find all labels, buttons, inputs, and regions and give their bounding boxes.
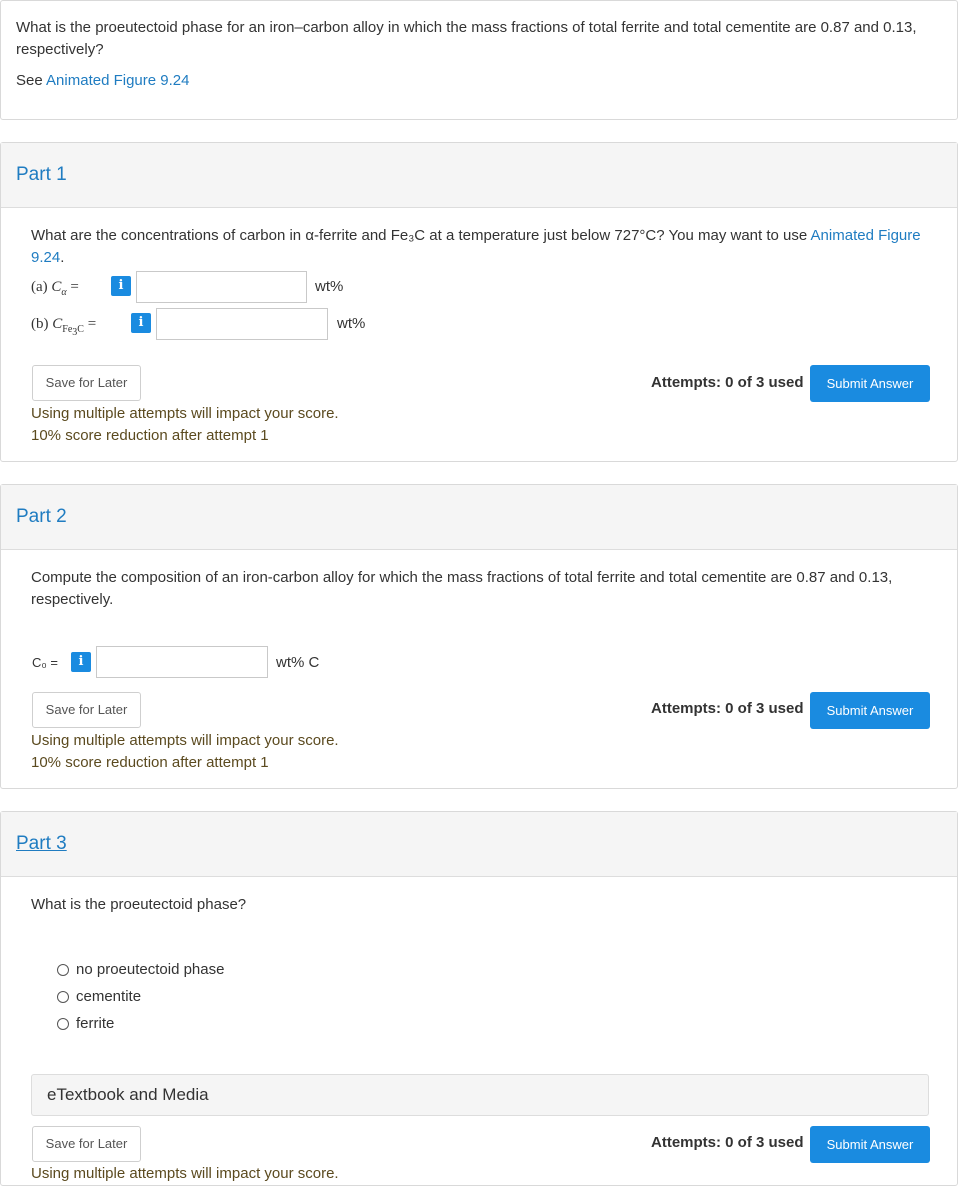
part1-warning-1: Using multiple attempts will impact your score. [31,405,339,422]
ca-unit: wt% [315,278,344,295]
part2-warning-2: 10% score reduction after attempt 1 [31,754,269,771]
part1-submit-button[interactable]: Submit Answer [810,365,930,402]
ca-label-prefix: (a) [31,279,48,295]
part2-card [0,484,958,789]
cfe3c-label: (b) $C_{Fe_3C}$ = [31,316,97,338]
option-cementite[interactable] [57,987,141,1007]
part3-title[interactable]: Part 3 [16,833,67,854]
c0-unit: wt% C [276,654,320,671]
part2-title[interactable]: Part 2 [16,506,67,527]
intro-card [0,0,958,120]
cfe3c-info-icon[interactable]: i [131,313,151,333]
option-label: no proeutectoid phase [76,961,225,978]
part1-header [1,143,957,208]
part1-question-text: What are the concentrations of carbon in α-ferrite and Fe₃C at a temperature just below 727°C? You may want to use [31,227,808,244]
ca-input[interactable] [136,271,307,303]
part1-save-button[interactable]: Save for Later [32,365,141,401]
part2-warning-1: Using multiple attempts will impact your score. [31,732,339,749]
cfe3c-unit: wt% [337,315,366,332]
part1-warning-2: 10% score reduction after attempt 1 [31,427,269,444]
option-label: cementite [76,988,142,1005]
option-ferrite[interactable] [57,1014,114,1034]
part3-submit-button[interactable]: Submit Answer [810,1126,930,1163]
animated-figure-link[interactable]: Animated Figure 9.24 [46,72,190,89]
part3-header [1,812,957,877]
option-no-proeutectoid[interactable] [57,960,224,980]
c0-input[interactable] [96,646,268,678]
radio-circle[interactable] [57,991,69,1003]
part1-card [0,142,958,462]
part2-attempts: Attempts: 0 of 3 used [651,700,804,717]
see-line [16,70,942,92]
ca-info-icon[interactable]: i [111,276,131,296]
part3-attempts: Attempts: 0 of 3 used [651,1134,804,1151]
c0-label: C₀ = [32,655,58,670]
see-prefix: See [16,72,43,89]
part1-question-end: . [60,249,65,266]
part2-header [1,485,957,550]
cfe3c-label-prefix: (b) [31,316,49,332]
part1-question [31,225,931,269]
cfe3c-input[interactable] [156,308,328,340]
part3-warning-1: Using multiple attempts will impact your score. [31,1165,339,1182]
ca-label: (a) $C_\alpha$ = [31,279,79,298]
part1-animated-figure-link[interactable]: Animated Figure 9.24 [31,227,921,266]
part2-submit-button[interactable]: Submit Answer [810,692,930,729]
part3-card [0,811,958,1186]
intro-question: What is the proeutectoid phase for an iron–carbon alloy in which the mass fractions of total ferrite and total cementite are 0.87 and 0.13, respectively? [16,19,917,58]
part1-attempts: Attempts: 0 of 3 used [651,374,804,391]
part1-title[interactable]: Part 1 [16,164,67,185]
etextbook-label: eTextbook and Media [47,1085,209,1104]
part3-question: What is the proeutectoid phase? [31,896,247,913]
part3-save-button[interactable]: Save for Later [32,1126,141,1162]
part2-save-button[interactable]: Save for Later [32,692,141,728]
option-label: ferrite [76,1015,115,1032]
radio-circle[interactable] [57,1018,69,1030]
radio-circle[interactable] [57,964,69,976]
part2-question: Compute the composition of an iron-carbon alloy for which the mass fractions of total ferrite and total cementite are 0.87 and 0.13, respectively. [31,569,893,608]
c0-info-icon[interactable]: i [71,652,91,672]
etextbook-panel[interactable] [31,1074,929,1116]
